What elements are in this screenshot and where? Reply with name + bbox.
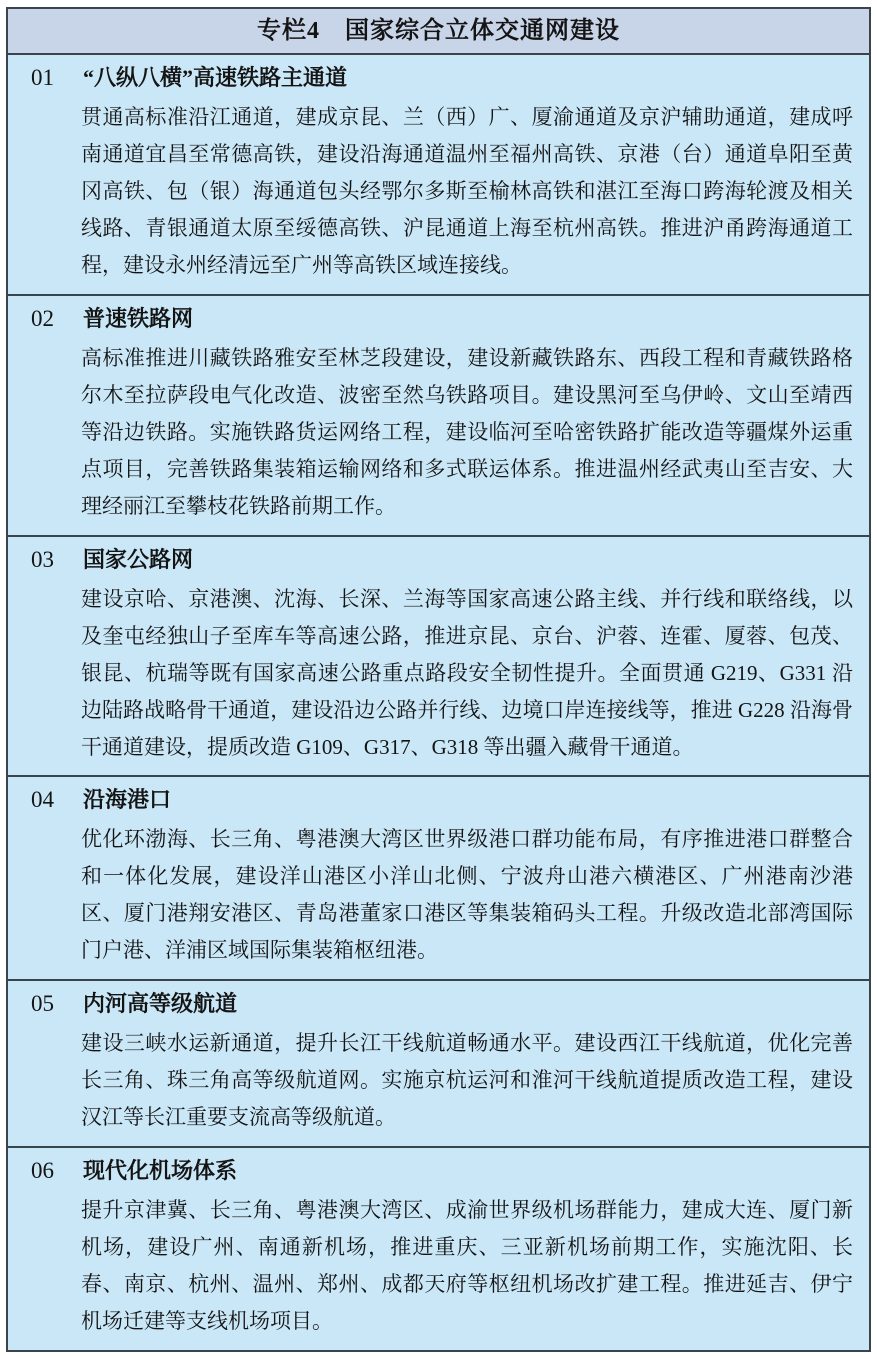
section-title: 内河高等级航道 xyxy=(83,991,238,1017)
panel-title: 专栏4 国家综合立体交通网建设 xyxy=(257,18,620,44)
section-body-text: 提升京津冀、长三角、粤港澳大湾区、成渝世界级机场群能力，建成大连、厦门新机场，建设广州、南通新机场，推进重庆、三亚新机场前期工作，实施沈阳、长春、南京、杭州、温州、郑州、成都天府等枢纽机场改扩建工程。推进延吉、伊宁机场迁建等支线机场项目。 xyxy=(81,1198,853,1334)
section-number: 05 xyxy=(31,991,54,1017)
section-number: 04 xyxy=(31,787,54,813)
section-title: 沿海港口 xyxy=(83,787,172,813)
section-rail-normal xyxy=(8,296,869,537)
section-heading-row xyxy=(8,1150,869,1192)
section-body-text: 建设京哈、京港澳、沈海、长深、兰海等国家高速公路主线、并行线和联络线，以及奎屯经独山子至库车等高速公路，推进京昆、京台、沪蓉、连霍、厦蓉、包茂、银昆、杭瑞等既有国家高速公路重点路段安全韧性提升。全面贯通 G219、G331 沿边陆路战略骨干通道，建设沿边公路并行线、边境口岸连接线等，推进 G228 沿海骨干通道建设，提质改造 G109、G317、G318 等出疆入藏骨干通道。 xyxy=(81,586,854,759)
section-airports xyxy=(8,1148,869,1350)
column-box xyxy=(6,7,871,1352)
section-rail-hsr xyxy=(8,55,869,296)
panel-header xyxy=(8,9,869,55)
section-seaports xyxy=(8,777,869,981)
section-title: 现代化机场体系 xyxy=(83,1158,238,1184)
section-highway xyxy=(8,537,869,778)
section-title: “八纵八横”高速铁路主通道 xyxy=(83,65,348,90)
section-number: 01 xyxy=(31,65,54,90)
section-number: 03 xyxy=(31,546,54,572)
section-title: 普速铁路网 xyxy=(83,305,194,331)
section-title: 国家公路网 xyxy=(83,546,194,572)
section-heading-row xyxy=(8,779,869,821)
section-waterways xyxy=(8,981,869,1148)
section-body-text: 高标准推进川藏铁路雅安至林芝段建设，建设新藏铁路东、西段工程和青藏铁路格尔木至拉萨段电气化改造、波密至然乌铁路项目。建设黑河至乌伊岭、文山至靖西等沿边铁路。实施铁路货运网络工程，建设临河至哈密铁路扩能改造等疆煤外运重点项目，完善铁路集装箱运输网络和多式联运体系。推进温州经武夷山至吉安、大理经丽江至攀枝花铁路前期工作。 xyxy=(81,345,853,518)
sections-container xyxy=(8,55,869,1350)
section-heading-row xyxy=(8,298,869,340)
section-body-text: 建设三峡水运新通道，提升长江干线航道畅通水平。建设西江干线航道，优化完善长三角、珠三角高等级航道网。实施京杭运河和淮河干线航道提质改造工程，建设汉江等长江重要支流高等级航道。 xyxy=(81,1031,853,1130)
section-heading-row xyxy=(8,57,869,99)
section-heading-row xyxy=(8,539,869,581)
section-body-text: 贯通高标准沿江通道，建成京昆、兰（西）广、厦渝通道及京沪辅助通道，建成呼南通道宜昌至常德高铁，建设沿海通道温州至福州高铁、京港（台）通道阜阳至黄冈高铁、包（银）海通道包头经鄂尔多斯至榆林高铁和湛江至海口跨海轮渡及相关线路、青银通道太原至绥德高铁、沪昆通道上海至杭州高铁。推进沪甬跨海通道工程，建设永州经清远至广州等高铁区域连接线。 xyxy=(81,105,853,277)
section-number: 06 xyxy=(31,1158,54,1184)
section-body-text: 优化环渤海、长三角、粤港澳大湾区世界级港口群功能布局，有序推进港口群整合和一体化发展，建设洋山港区小洋山北侧、宁波舟山港六横港区、广州港南沙港区、厦门港翔安港区、青岛港董家口港区等集装箱码头工程。升级改造北部湾国际门户港、洋浦区域国际集装箱枢纽港。 xyxy=(81,827,853,963)
section-number: 02 xyxy=(31,305,54,331)
section-heading-row xyxy=(8,983,869,1025)
